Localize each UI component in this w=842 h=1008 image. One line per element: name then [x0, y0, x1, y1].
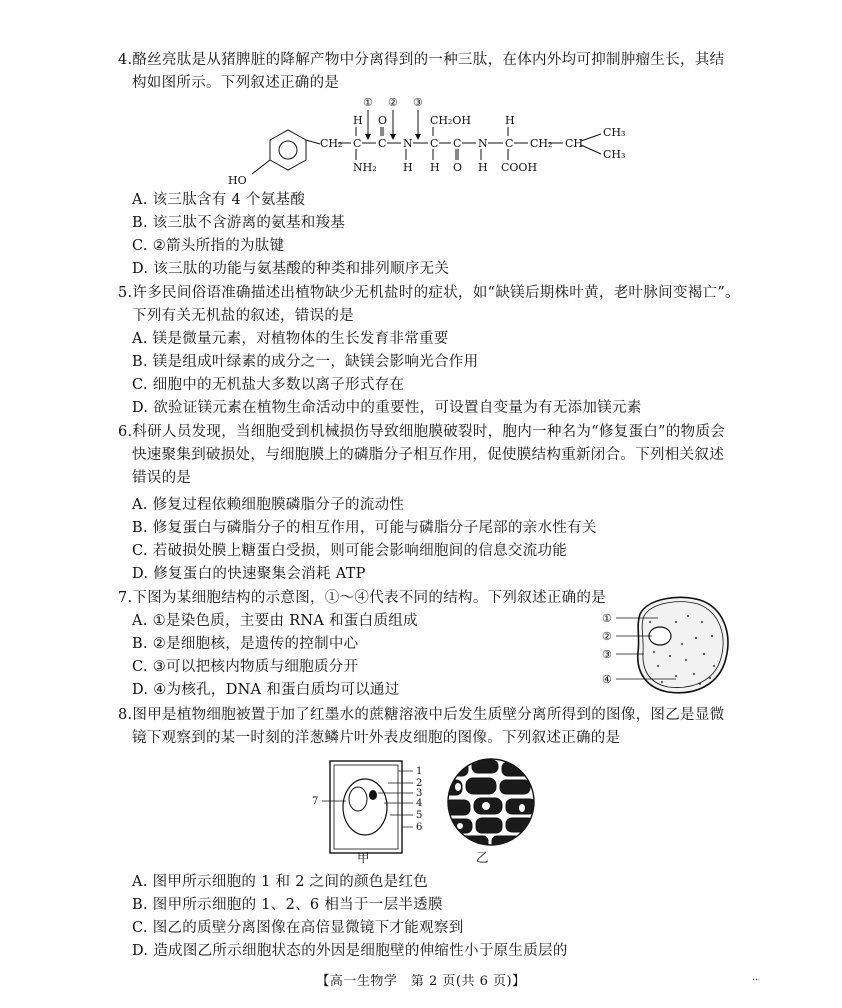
svg-text:CH: CH [565, 137, 584, 150]
q8-option-c: C. 图乙的质壁分离图像在高倍显微镜下才能观察到 [132, 920, 464, 936]
q4-option-d: D. 该三肽的功能与氨基酸的种类和排列顺序无关 [132, 261, 450, 277]
q5-option-b: B. 镁是组成叶绿素的成分之一，缺镁会影响光合作用 [132, 354, 479, 370]
plasmolysis-figure-jia [310, 755, 435, 865]
svg-text:④: ④ [602, 673, 612, 686]
q5-option-c: C. 细胞中的无机盐大多数以离子形式存在 [132, 377, 405, 393]
svg-text:N: N [478, 137, 488, 150]
q4-option-c: C. ②箭头所指的为肽键 [132, 238, 285, 254]
q6-option-d: D. 修复蛋白的快速聚集会消耗 ATP [132, 566, 366, 582]
q6-stem-line3: 错误的是 [132, 470, 192, 486]
marker-1: ① [363, 96, 373, 109]
svg-text:4: 4 [416, 798, 423, 809]
svg-text:2: 2 [416, 778, 423, 789]
q4-stem-line1: 4.酪丝亮肽是从猪脾脏的降解产物中分离得到的一种三肽，在体内外均可抑制肿瘤生长，其结 [118, 52, 725, 68]
svg-text:6: 6 [416, 822, 423, 833]
svg-text:CH₂: CH₂ [530, 137, 553, 150]
q8-stem-line1: 8.图甲是植物细胞被置于加了红墨水的蔗糖溶液中后发生质壁分离所得到的图像，图乙是显微 [118, 707, 725, 723]
svg-text:H: H [353, 114, 363, 127]
svg-text:COOH: COOH [501, 161, 538, 174]
page-footer: 【高一生物学 第 2 页(共 6 页)】 [316, 974, 526, 989]
q5-stem-line1: 5.许多民间俗语准确描述出植物缺少无机盐时的症状，如“缺镁后期株叶黄，老叶脉间变褐亡”。 [118, 285, 740, 301]
corner-mark: ·· [752, 975, 759, 986]
q6-option-b: B. 修复蛋白与磷脂分子的相互作用，可能与磷脂分子尾部的亲水性有关 [132, 520, 597, 536]
q7-stem-line1: 7.下图为某细胞结构的示意图，①～④代表不同的结构。下列叙述正确的是 [118, 590, 607, 606]
svg-text:③: ③ [602, 648, 612, 661]
q5-stem-line2: 下列有关无机盐的叙述，错误的是 [132, 308, 354, 324]
q4-option-b: B. 该三肽不含游离的氨基和羧基 [132, 215, 346, 231]
marker-2: ② [388, 96, 398, 109]
q7-option-c: C. ③可以把核内物质与细胞质分开 [132, 659, 359, 675]
svg-text:CH₃: CH₃ [603, 148, 626, 161]
svg-text:5: 5 [416, 810, 423, 821]
nucleus-structure-figure [600, 592, 735, 702]
svg-text:N: N [403, 137, 413, 150]
svg-text:CH₂: CH₂ [320, 137, 343, 150]
svg-text:CH₃: CH₃ [603, 126, 626, 139]
svg-text:1: 1 [416, 766, 423, 777]
svg-text:H: H [505, 114, 515, 127]
svg-text:②: ② [602, 630, 612, 643]
svg-text:C: C [378, 137, 387, 150]
svg-text:7: 7 [312, 796, 319, 807]
q5-option-a: A. 镁是微量元素，对植物体的生长发育非常重要 [132, 331, 449, 347]
svg-text:O: O [453, 161, 463, 174]
q7-option-a: A. ①是染色质，主要由 RNA 和蛋白质组成 [132, 613, 418, 629]
q4-option-a: A. 该三肽含有 4 个氨基酸 [132, 192, 306, 208]
q7-option-d: D. ④为核孔，DNA 和蛋白质均可以通过 [132, 682, 400, 698]
svg-text:C: C [430, 137, 439, 150]
q8-option-a: A. 图甲所示细胞的 1 和 2 之间的颜色是红色 [132, 874, 429, 890]
svg-text:C: C [353, 137, 362, 150]
q8-stem-line2: 镜下观察到的某一时刻的洋葱鳞片叶外表皮细胞的图像。下列叙述正确的是 [132, 730, 621, 746]
svg-text:HO: HO [228, 174, 247, 187]
q7-option-b: B. ②是细胞核，是遗传的控制中心 [132, 636, 359, 652]
q6-stem-line2: 快速聚集到破损处，与细胞膜上的磷脂分子相互作用，促使膜结构重新闭合。下列相关叙述 [132, 447, 724, 463]
figure-label-yi: 乙 [476, 850, 489, 865]
svg-text:O: O [378, 114, 388, 127]
tripeptide-structure-figure [225, 92, 645, 187]
svg-text:CH₂OH: CH₂OH [430, 114, 472, 127]
svg-text:3: 3 [416, 788, 423, 799]
svg-text:H: H [430, 161, 440, 174]
svg-text:H: H [478, 161, 488, 174]
svg-text:C: C [505, 137, 514, 150]
q5-option-d: D. 欲验证镁元素在植物生命活动中的重要性，可设置自变量为有无添加镁元素 [132, 400, 642, 416]
figure-label-jia: 甲 [357, 850, 370, 865]
microscope-view-figure-yi [436, 756, 546, 848]
svg-text:H: H [403, 161, 413, 174]
q8-option-b: B. 图甲所示细胞的 1、2、6 相当于一层半透膜 [132, 897, 443, 913]
svg-text:①: ① [602, 612, 612, 625]
marker-3: ③ [413, 96, 423, 109]
svg-text:NH₂: NH₂ [353, 161, 377, 174]
q6-stem-line1: 6.科研人员发现，当细胞受到机械损伤导致细胞膜破裂时，胞内一种名为“修复蛋白”的物质会 [118, 424, 726, 440]
q6-option-c: C. 若破损处膜上糖蛋白受损，则可能会影响细胞间的信息交流功能 [132, 543, 568, 559]
q8-option-d: D. 造成图乙所示细胞状态的外因是细胞壁的伸缩性小于原生质层的 [132, 943, 568, 959]
q4-stem-line2: 构如图所示。下列叙述正确的是 [132, 75, 340, 91]
q6-option-a: A. 修复过程依赖细胞膜磷脂分子的流动性 [132, 497, 405, 513]
svg-text:C: C [453, 137, 462, 150]
